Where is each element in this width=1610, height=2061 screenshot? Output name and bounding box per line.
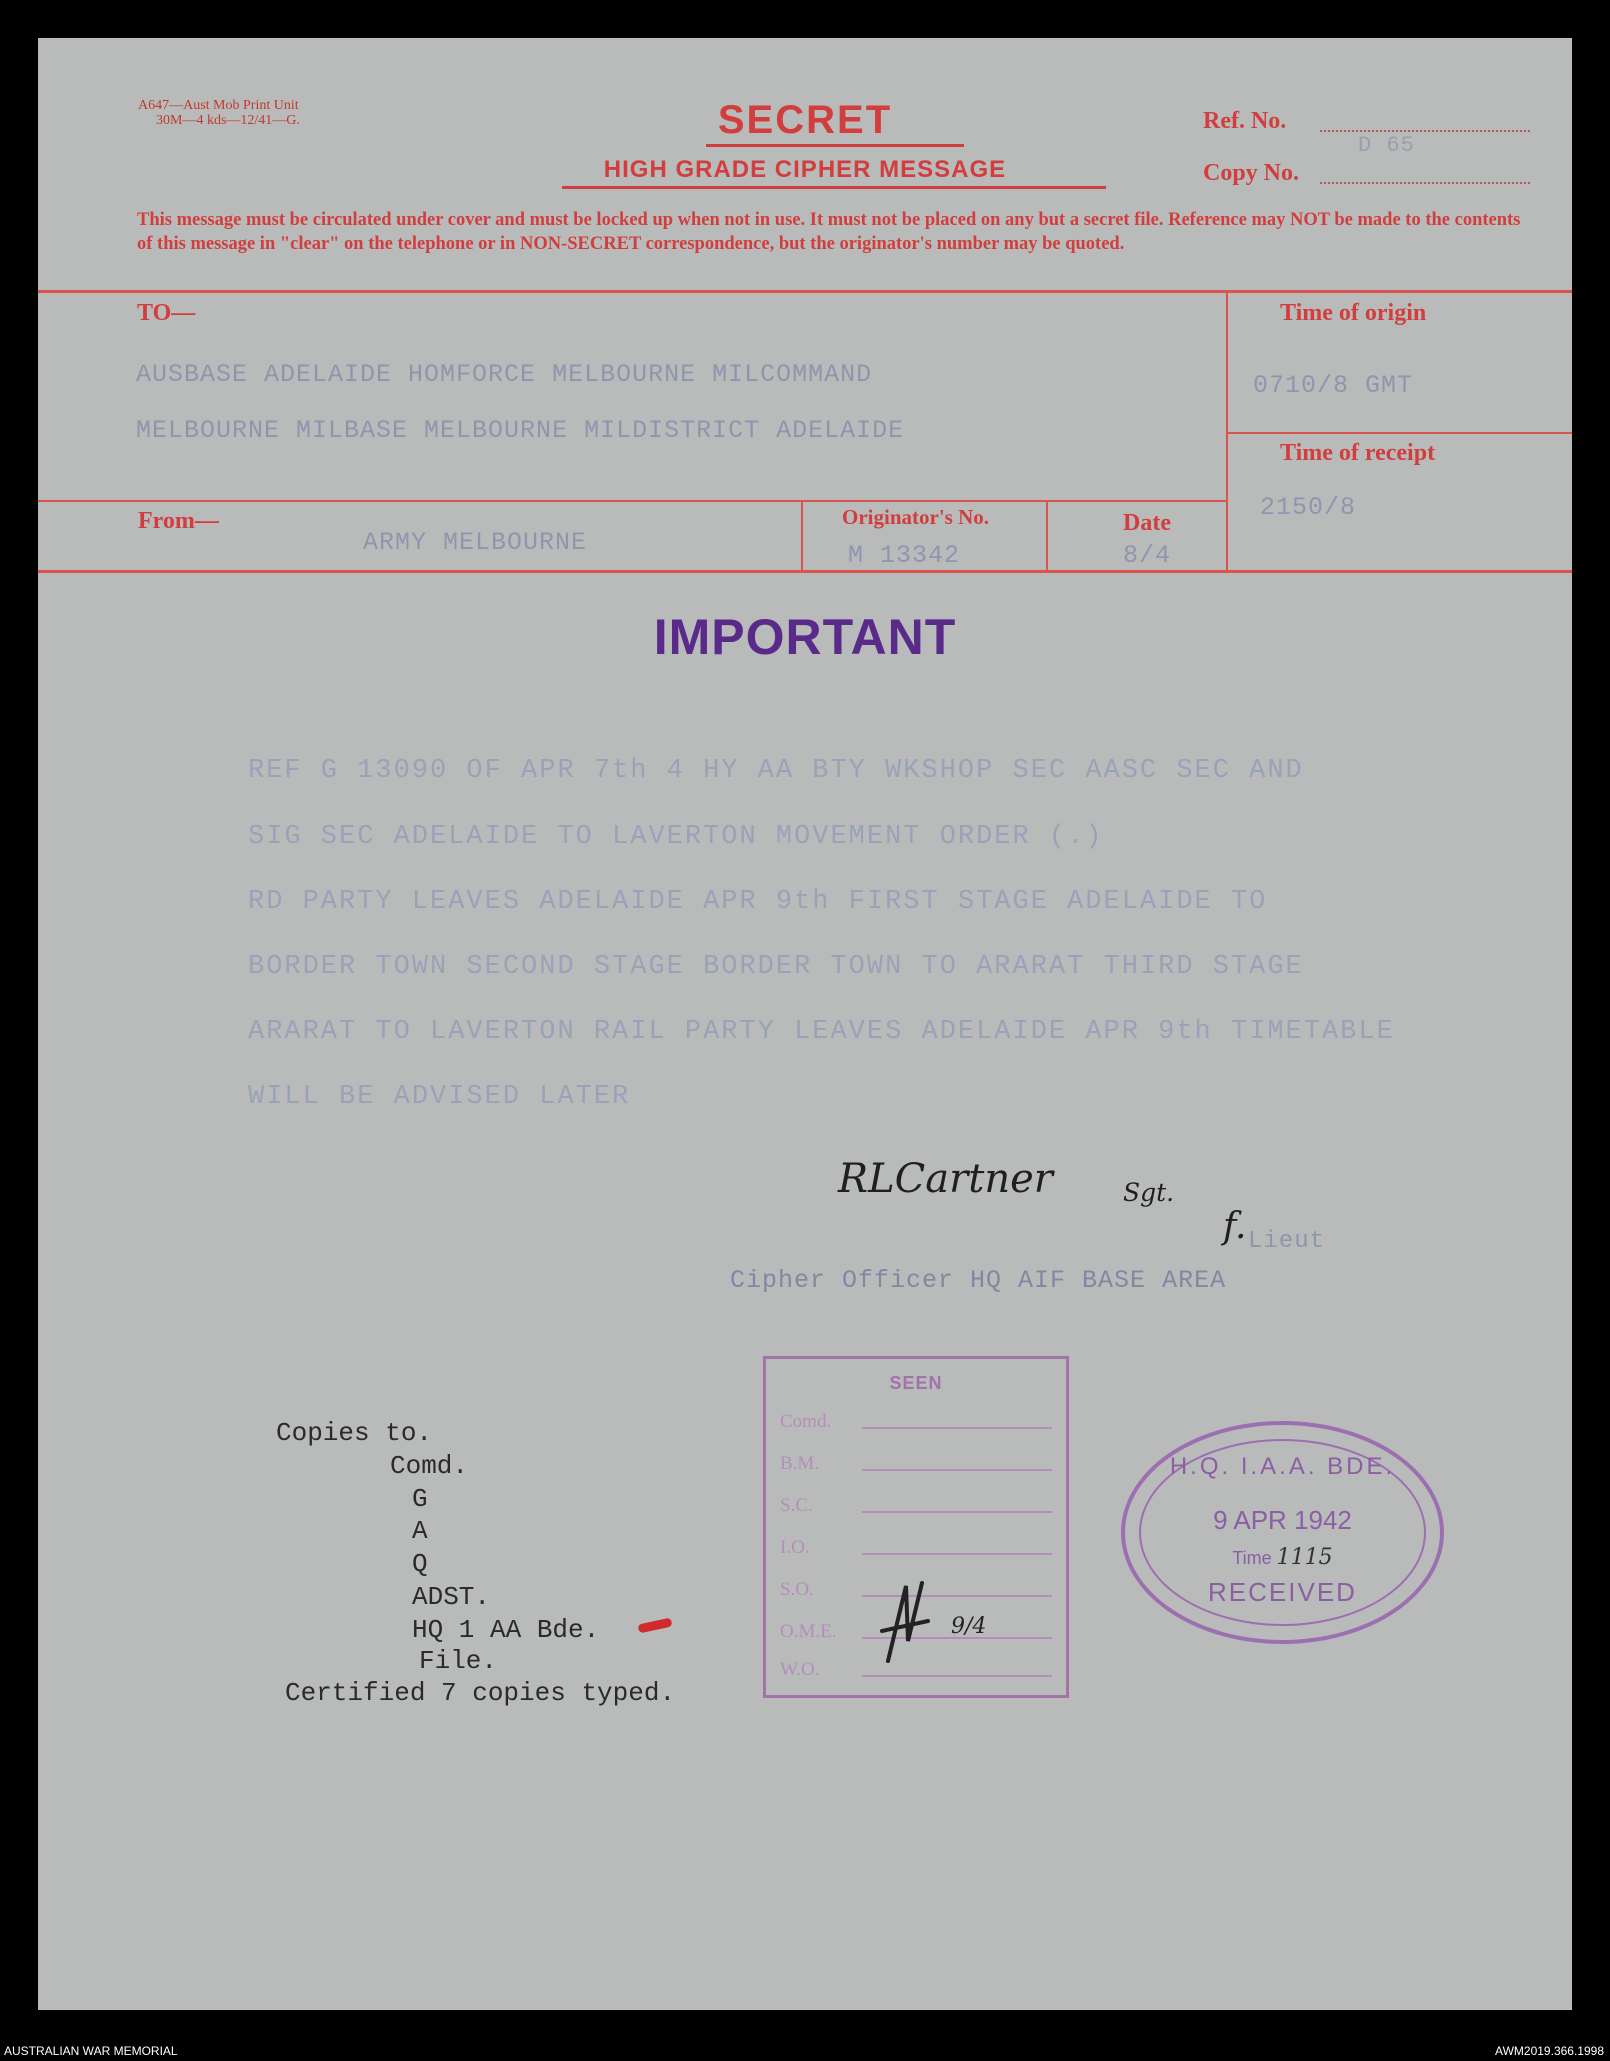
footer-left: AUSTRALIAN WAR MEMORIAL (4, 2044, 178, 2058)
cipher-officer: Cipher Officer HQ AIF BASE AREA (730, 1266, 1227, 1295)
copy-no-line (1320, 182, 1530, 184)
seen-row (780, 1495, 1060, 1517)
form-title: SECRET (717, 98, 893, 142)
print-info-line-1: A647—Aust Mob Print Unit (138, 98, 299, 113)
to-label: TO— (137, 300, 196, 326)
copies-item: A (412, 1516, 428, 1546)
seen-stamp (763, 1356, 1069, 1698)
copies-item: File. (419, 1646, 498, 1676)
originator-value: M 13342 (848, 541, 961, 570)
lieut-mark: f. (1223, 1206, 1247, 1247)
handwritten-signature: RLCartner (838, 1156, 1053, 1202)
copies-heading: Copies to. (276, 1418, 433, 1448)
security-notice: This message must be circulated under cover and must be locked up when not in use. It must not be placed on any but a secret file. Reference may NOT be made to the contents of this message in "clear" on the telephone or in NON-SECRET correspondence, but the originator's number may be quoted. (137, 210, 1521, 254)
initials-mark (878, 1571, 938, 1671)
copies-item: HQ 1 AA Bde. (412, 1615, 600, 1645)
copies-item: Comd. (390, 1451, 469, 1481)
message-line: BORDER TOWN SECOND STAGE BORDER TOWN TO ARARAT THIRD STAGE (248, 952, 1304, 982)
rule-time-split (1226, 432, 1572, 434)
important-stamp: IMPORTANT (653, 609, 957, 665)
to-line-2: MELBOURNE MILBASE MELBOURNE MILDISTRICT ADELAIDE (136, 416, 905, 445)
subtitle-underline (562, 186, 1106, 189)
seen-row (780, 1537, 1060, 1559)
message-line: SIG SEC ADELAIDE TO LAVERTON MOVEMENT ORDER (.) (248, 822, 1104, 852)
copies-item: ADST. (412, 1582, 491, 1612)
red-tick-mark (637, 1618, 672, 1634)
signature-rank: Sgt. (1123, 1178, 1175, 1207)
title-underline (706, 144, 964, 147)
rule-bottom (38, 570, 1572, 573)
seen-row (780, 1453, 1060, 1475)
from-label: From— (138, 508, 219, 534)
received-time-value: 1115 (1276, 1545, 1333, 1570)
certified-copies: Certified 7 copies typed. (285, 1678, 676, 1708)
copies-item: G (412, 1484, 428, 1514)
seen-row-label: B.M. (780, 1453, 820, 1474)
time-of-receipt-value: 2150/8 (1260, 493, 1357, 522)
lieut-label: Lieut (1248, 1228, 1326, 1255)
message-line: ARARAT TO LAVERTON RAIL PARTY LEAVES ADELAIDE APR 9th TIMETABLE (248, 1017, 1395, 1047)
form-subtitle: HIGH GRADE CIPHER MESSAGE (603, 156, 1007, 183)
received-time (1125, 1545, 1440, 1570)
ref-no-line (1320, 130, 1530, 132)
rule-top (38, 290, 1572, 293)
time-of-origin-value: 0710/8 GMT (1253, 371, 1414, 400)
message-line: REF G 13090 OF APR 7th 4 HY AA BTY WKSHOP SEC AASC SEC AND (248, 756, 1304, 786)
ref-no-label: Ref. No. (1203, 108, 1287, 134)
from-value: ARMY MELBOURNE (363, 528, 588, 557)
ref-no-value: D 65 (1358, 133, 1415, 158)
originator-label: Originator's No. (842, 505, 989, 529)
cipher-message-form (38, 38, 1572, 2010)
received-unit: H.Q. I.A.A. BDE. (1169, 1453, 1396, 1480)
time-of-origin-label: Time of origin (1280, 300, 1427, 326)
seen-row-label: Comd. (780, 1411, 832, 1432)
received-status: RECEIVED (1208, 1577, 1357, 1607)
footer-right: AWM2019.366.1998 (1495, 2044, 1604, 2058)
rule-originator-left (801, 502, 803, 572)
copies-item: Q (412, 1549, 428, 1579)
seen-row-label: S.C. (780, 1495, 813, 1516)
received-date: 9 APR 1942 (1213, 1505, 1352, 1535)
received-time-label: Time (1232, 1548, 1272, 1568)
message-line: RD PARTY LEAVES ADELAIDE APR 9th FIRST STAGE ADELAIDE TO (248, 887, 1268, 917)
to-line-1: AUSBASE ADELAIDE HOMFORCE MELBOURNE MILCOMMAND (136, 360, 873, 389)
seen-row (780, 1411, 1060, 1433)
date-value: 8/4 (1123, 541, 1172, 570)
seen-row-label: I.O. (780, 1537, 810, 1558)
date-label: Date (1123, 510, 1171, 536)
rule-date-left (1046, 502, 1048, 572)
copy-no-label: Copy No. (1203, 160, 1300, 186)
initials-date: 9/4 (951, 1614, 987, 1639)
seen-row-label: O.M.E. (780, 1621, 837, 1642)
seen-row-label: S.O. (780, 1579, 814, 1600)
time-of-receipt-label: Time of receipt (1280, 440, 1436, 466)
received-stamp (1121, 1421, 1444, 1644)
seen-title: SEEN (889, 1373, 943, 1393)
print-info-line-2: 30M—4 kds—12/41—G. (156, 113, 300, 128)
seen-row-label: W.O. (780, 1659, 820, 1680)
message-line: WILL BE ADVISED LATER (248, 1082, 631, 1112)
